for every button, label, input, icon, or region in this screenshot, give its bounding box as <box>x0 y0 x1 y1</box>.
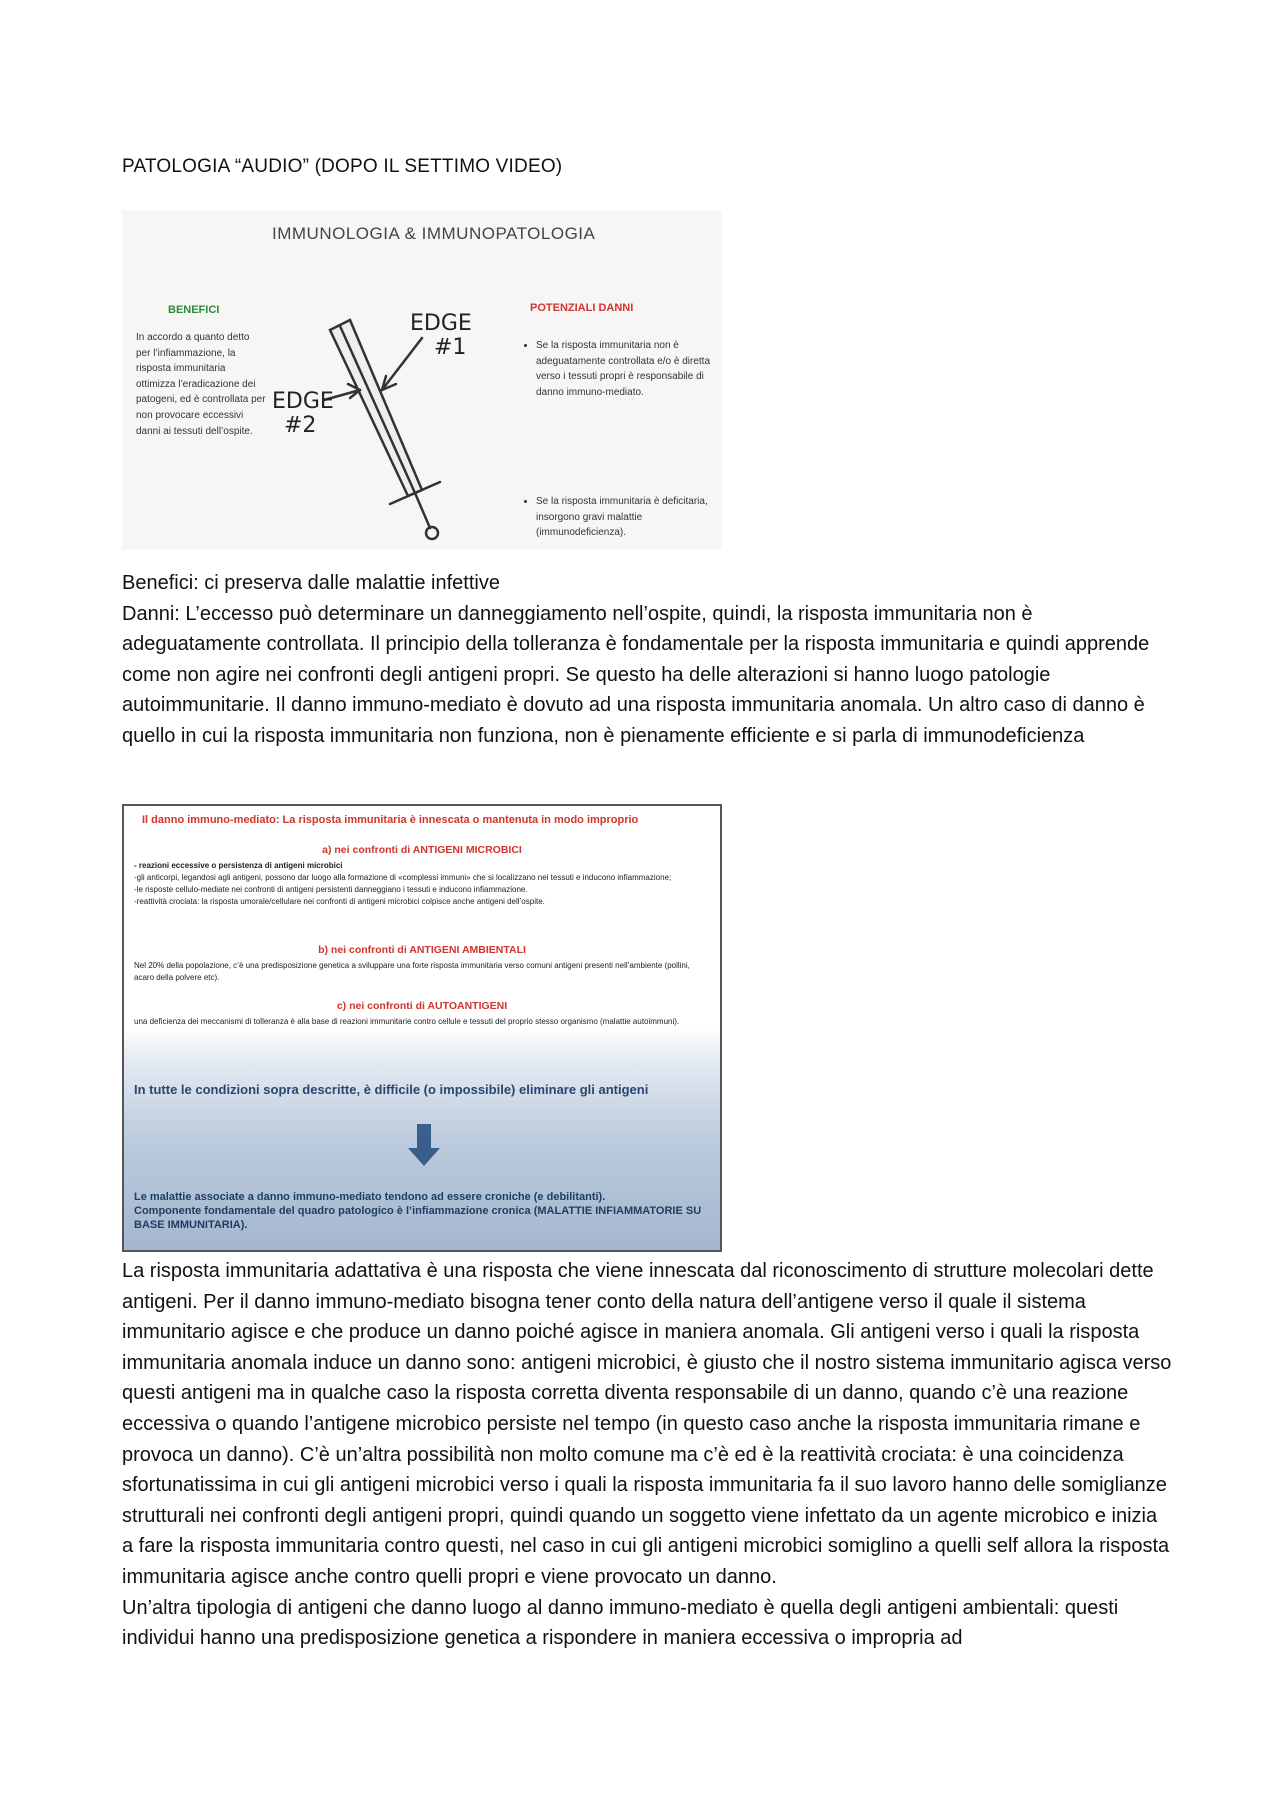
text-line: -reattività crociata: la risposta umorale/cellulare nei confronti di antigeni microbici colpisce anche antigeni dell’ospite. <box>134 897 545 906</box>
conclusion-line: In tutte le condizioni sopra descritte, è difficile (o impossibile) eliminare gli antigeni <box>134 1082 649 1097</box>
edge1-label: EDGE <box>410 311 472 336</box>
text-line: - reazioni eccessive o persistenza di antigeni microbici <box>134 861 343 870</box>
figure-title: IMMUNOLOGIA & IMMUNOPATOLOGIA <box>272 224 596 243</box>
subheading-autoantigens: c) nei confronti di AUTOANTIGENI <box>336 1000 508 1012</box>
immune-damage-slide <box>122 804 722 1252</box>
text-line: La risposta immunitaria adattativa è una risposta che viene innescata dal riconoscimento di strutture molecolari dette antigeni. Per il danno immuno-mediato bisogna tener conto della natura dell’antigene verso il quale il sistema immunitario agisce e che produce un danno poiché agisce in maniera anomala. Gli antigeni verso i quali la risposta immunitaria anomala induce un danno sono: antigeni microbici, è giusto che il nostro sistema immunitario agisca verso questi antigeni ma in qualche caso la risposta corretta diventa responsabile di un danno, quando c’è una reazione eccessiva o quando l’antigene microbico persiste nel tempo (in questo caso anche la risposta immunitaria rimane e provoca un danno). C’è un’altra possibilità non molto comune ma c’è ed è la reattività crociata: è una coincidenza sfortunatissima in cui gli antigeni microbici verso i quali la risposta immunitaria fa il suo lavoro hanno delle somiglianze strutturali nei confronti degli antigeni propri, quindi quando un soggetto viene infettato da un agente microbico e inizia a fare la risposta immunitaria contro questi, nel caso in cui gli antigeni microbici somiglino a quelli self allora la risposta immunitaria agisce anche contro quelli propri e viene provocato un danno. <box>122 1260 1172 1588</box>
text-line: Componente fondamentale del quadro patologico è l’infiammazione cronica (MALATTIE INFIAMMATORIE SU BASE IMMUNITARIA). <box>134 1205 702 1231</box>
sword-illustration <box>272 300 522 550</box>
page-title: PATOLOGIA “AUDIO” (DOPO IL SETTIMO VIDEO) <box>122 156 563 177</box>
benefits-heading: BENEFICI <box>168 304 220 316</box>
down-arrow-icon <box>406 1124 442 1168</box>
paragraph-benefits-damages <box>122 568 1172 752</box>
slide-heading: Il danno immuno-mediato: La risposta immunitaria è innescata o mantenuta in modo improprio <box>142 814 639 826</box>
subheading-microbial: a) nei confronti di ANTIGENI MICROBICI <box>322 844 522 856</box>
microbial-text <box>134 860 710 908</box>
text-line: Un’altra tipologia di antigeni che danno luogo al danno immuno-mediato è quella degli antigeni ambientali: questi individui hanno una predisposizione genetica a rispondere in maniera eccessiva o impropria ad <box>122 1596 1119 1650</box>
environmental-text: Nel 20% della popolazione, c’è una predisposizione genetica a sviluppare una forte risposta immunitaria verso comuni antigeni presenti nell’ambiente (pollini, acaro della polvere etc). <box>134 961 690 982</box>
damage-list-1 <box>524 338 726 400</box>
text-line: Danni: L’eccesso può determinare un danneggiamento nell’ospite, quindi, la risposta immunitaria non è adeguatamente controllata. Il principio della tolleranza è fondamentale per la risposta immunitaria e quindi apprende come non agire nei confronti degli antigeni propri. Se questo ha delle alterazioni si hanno luogo patologie autoimmunitarie. Il danno immuno-mediato è dovuto ad una risposta immunitaria anomala. Un altro caso di danno è quello in cui la risposta immunitaria non funziona, non è pienamente efficiente e si parla di immunodeficienza <box>122 602 1150 747</box>
damages-heading: POTENZIALI DANNI <box>530 302 634 314</box>
immunology-figure <box>122 210 722 550</box>
autoantigen-text: una deficienza dei meccanismi di tolleranza è alla base di reazioni immunitarie contro cellule e tessuti del proprio stesso organismo (malattie autoimmuni). <box>134 1017 680 1026</box>
edge1-number: #1 <box>434 335 467 360</box>
text-line: -gli anticorpi, legandosi agli antigeni, possono dar luogo alla formazione di «complessi immuni» che si localizzano nei tessuti e inducono infiammazione; <box>134 873 672 882</box>
edge2-number: #2 <box>284 413 317 438</box>
paragraph-adaptive-response <box>122 1256 1172 1654</box>
benefits-text: In accordo a quanto detto per l’infiammazione, la risposta immunitaria ottimizza l’eradicazione dei patogeni, ed è controllata per non provocare eccessivi danni ai tessuti dell’ospite. <box>136 332 266 437</box>
damage-bullet: • Se la risposta immunitaria è deficitaria, insorgono gravi malattie (immunodeficienza). <box>536 494 726 541</box>
conclusion-block <box>134 1190 710 1232</box>
edge2-label: EDGE <box>272 389 334 414</box>
damage-bullet: • Se la risposta immunitaria non è adeguatamente controllata e/o è diretta verso i tessuti propri è responsabile di danno immuno-mediato. <box>536 338 726 400</box>
subheading-environmental: b) nei confronti di ANTIGENI AMBIENTALI <box>318 944 526 956</box>
damage-list-2 <box>524 494 726 541</box>
text-line: Benefici: ci preserva dalle malattie infettive <box>122 572 500 594</box>
text-line: -le risposte cellulo-mediate nei confronti di antigeni persistenti danneggiano i tessuti e inducono infiammazione. <box>134 885 528 894</box>
text-line: Le malattie associate a danno immuno-mediato tendono ad essere croniche (e debilitanti). <box>134 1191 606 1203</box>
